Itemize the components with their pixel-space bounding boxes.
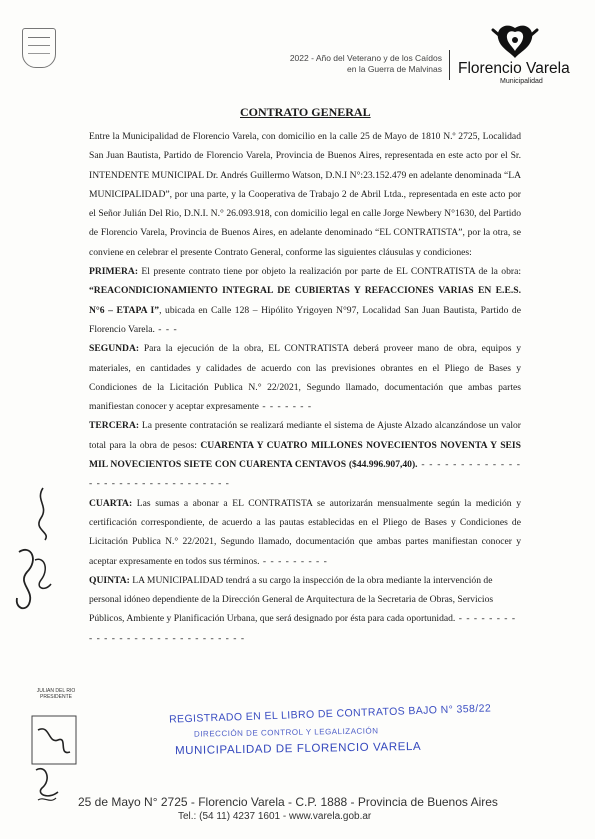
footer-contact: Tel.: (54 11) 4237 1601 - www.varela.gob.ar (178, 811, 372, 822)
registry-stamp-line-3: MUNICIPALIDAD DE FLORENCIO VARELA (174, 740, 422, 758)
dash-fill: - - - - - - - - - - - - - - - - - - - - - - - - - - - - - (89, 613, 517, 644)
clause-text: Las sumas a abonar a EL CONTRATISTA se autorizarán mensualmente según la medición y certificación correspondiente, de acuerdo a las pautas establecidas en el Pliego de Bases y Condiciones de Licitación Publica N.° 22/2021, Segundo llamado, documentación que ambas partes manifiestan conocer y aceptar expresamente en todos sus términos. (89, 497, 521, 567)
dash-fill: - - - - - - - (258, 401, 313, 413)
dash-fill: - - - - - - - - - (259, 555, 328, 567)
registry-stamp-line-2: DIRECCIÓN DE CONTROL Y LEGALIZACIÓN (193, 726, 379, 739)
crest-seal-icon (22, 28, 56, 68)
clause-segunda (89, 339, 521, 416)
handwritten-signature-icon (5, 480, 65, 620)
clause-text-2: , ubicada en Calle 128 – Hipólito Yrigoyen N°97, Localidad San Juan Bautista, Partido de Florencio Varela. (89, 304, 521, 335)
clause-text: La presente contratación se realizará mediante el sistema de Ajuste Alzado alcanzándose un valor total para la obra de pesos: (89, 420, 521, 451)
brand-subtitle: Municipalidad (500, 78, 543, 85)
clause-text: El presente contrato tiene por objeto la realización por parte de EL CONTRATISTA de la obra: (138, 266, 521, 278)
clause-label: SEGUNDA: (89, 343, 140, 355)
header-motto (220, 53, 442, 75)
motto-line-1: 2022 - Año del Veterano y de los Caídos (289, 53, 442, 63)
initials-signature-icon (28, 700, 88, 810)
clause-primera (89, 262, 521, 339)
document-title: CONTRATO GENERAL (240, 105, 371, 119)
signatory-stamp: JULIAN DEL RIO PRESIDENTE (36, 688, 76, 700)
motto-line-2: en la Guerra de Malvinas (347, 64, 442, 74)
intro-text: Entre la Municipalidad de Florencio Varela, con domicilio en la calle 25 de Mayo de 1810 N.º 2725, Localidad San Juan Bautista, Partido de Florencio Varela, Provincia de Buenos Aires, representada en este acto por el Sr. INTENDENTE MUNICIPAL Dr. Andrés Guillermo Watson, D.N.I N°:23.152.479 en adelante denominada “LA MUNICIPALIDAD”, por una parte, y la Cooperativa de Trabajo 2 de Abril Ltda., representada en este acto por el Señor Julián Del Rio, D.N.I. N.° 26.093.918, con domicilio legal en calle Jorge Newbery N°1630, del Partido de Florencio Varela, Provincia de Buenos Aires, en adelante denominado “EL CONTRATISTA”, por la otra, se conviene en celebrar el presente Contrato General, conforme las siguientes cláusulas y condiciones: (89, 131, 521, 258)
clause-text: Para la ejecución de la obra, EL CONTRATISTA deberá proveer mano de obra, equipos y materiales, en cantidades y calidades de acuerdo con las previsiones obrantes en el Pliego de Bases y Condiciones de la Licitación Publica N.° 22/2021, Segundo llamado, documentación que ambas partes manifiestan conocer y aceptar expresamente (89, 343, 521, 413)
clause-label: QUINTA: (89, 574, 130, 586)
header-divider (449, 50, 450, 80)
contract-body (89, 127, 521, 648)
footer-address: 25 de Mayo N° 2725 - Florencio Varela - C.P. 1888 - Provincia de Buenos Aires (78, 795, 498, 809)
dash-fill: - - - - - - - - - - - - - - - - - - - - - - - - - - - - - - - - (89, 459, 521, 490)
clause-text: LA MUNICIPALIDAD tendrá a su cargo la inspección de la obra mediante la intervención de personal idóneo dependiente de la Dirección General de Arquitectura de la Secretaria de Obras, Servicios Públicos, Ambiente y Planificación Urbana, que será designado por ésta para cada oportunidad. (89, 574, 494, 625)
municipal-logo-icon (488, 22, 542, 62)
clause-quinta (89, 571, 521, 648)
clause-tercera (89, 416, 521, 493)
clause-cuarta (89, 494, 521, 571)
brand-name: Florencio Varela (458, 60, 570, 77)
registry-stamp-line-1: REGISTRADO EN EL LIBRO DE CONTRATOS BAJO N° 358/22 (168, 702, 492, 726)
work-name: “REACONDICIONAMIENTO INTEGRAL DE CUBIERTAS Y REFACCIONES VARIAS EN E.E.S. N°6 – ETAPA I” (89, 285, 521, 316)
clause-label: CUARTA: (89, 497, 133, 509)
clause-label: PRIMERA: (89, 266, 139, 278)
dash-fill: - - - (154, 323, 178, 335)
clause-label: TERCERA: (89, 420, 140, 432)
contract-amount: CUARENTA Y CUATRO MILLONES NOVECIENTOS NOVENTA Y SEIS MIL NOVECIENTOS SIETE CON CUARENTA CENTAVOS ($44.996.907,40). (89, 439, 521, 471)
intro-paragraph (89, 127, 521, 262)
